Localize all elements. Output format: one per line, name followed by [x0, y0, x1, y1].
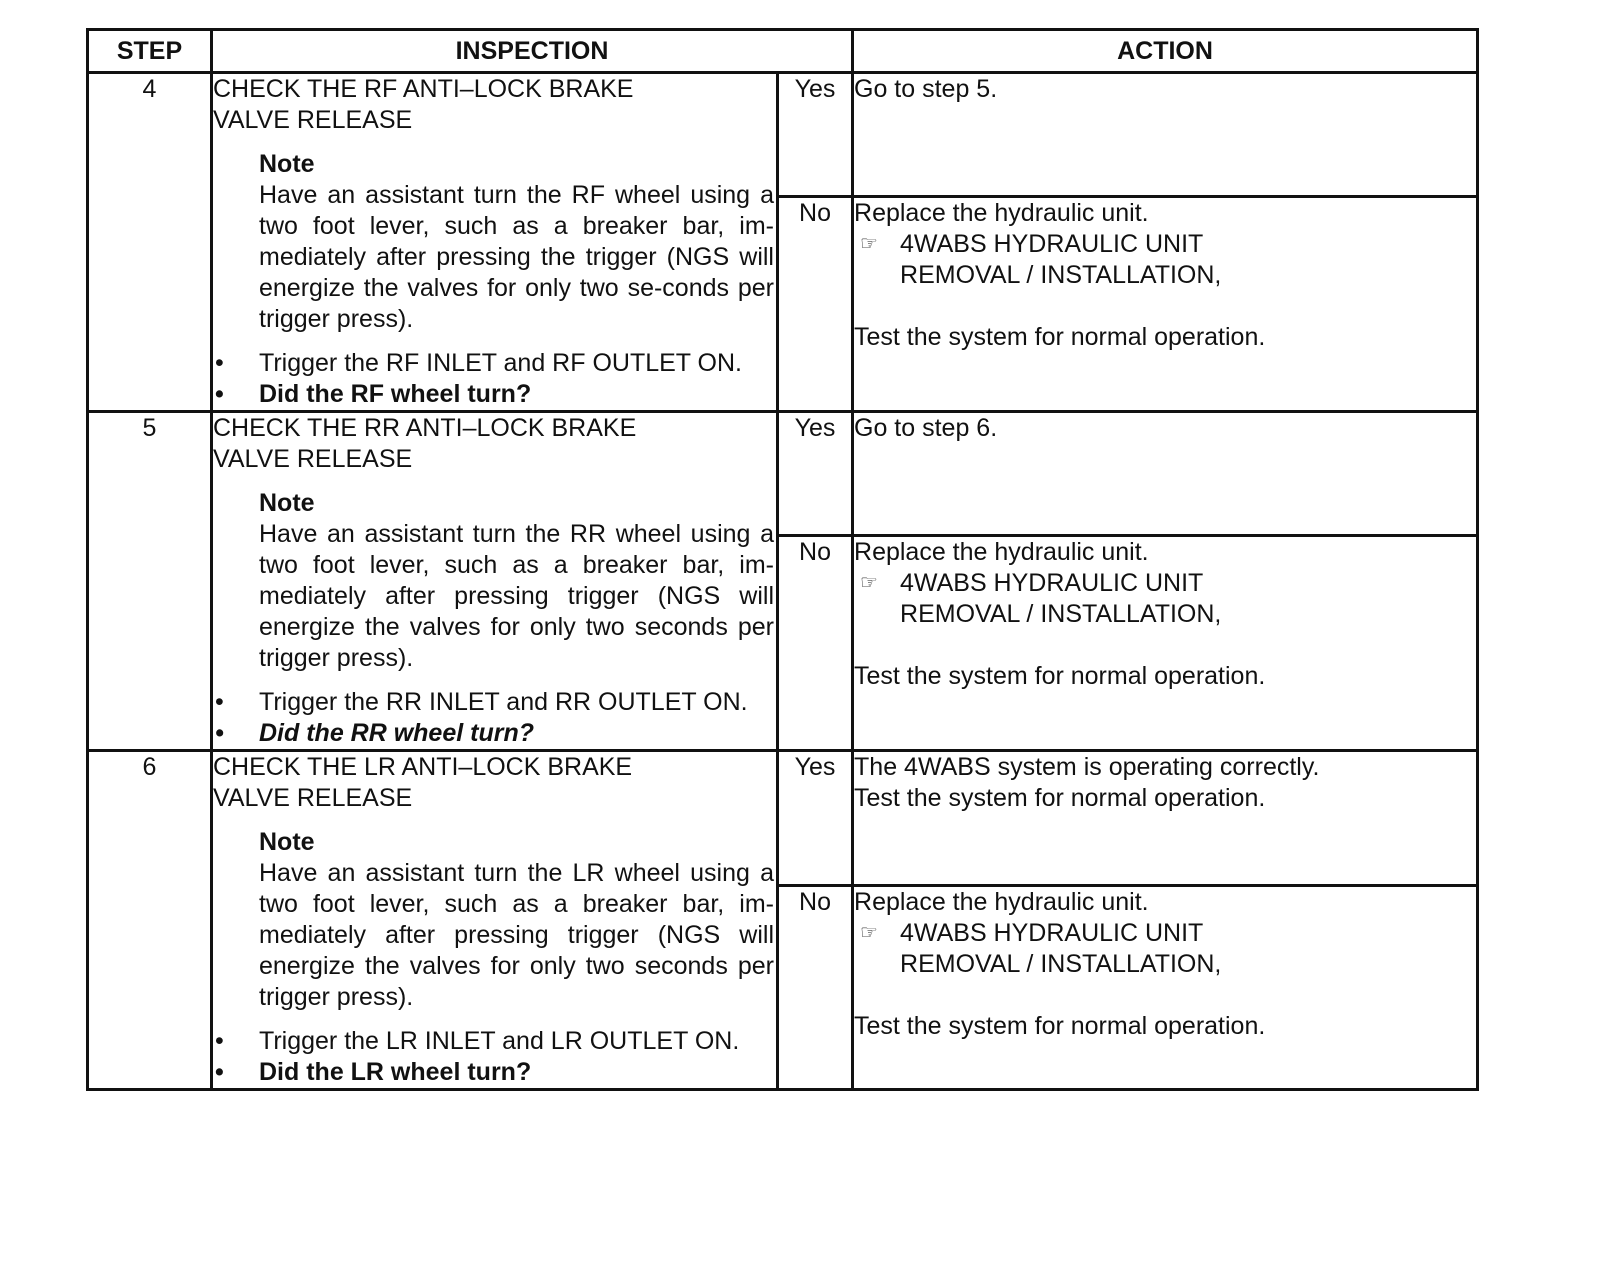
no-action — [853, 886, 1478, 1090]
pointing-hand-icon: ☞ — [860, 233, 878, 255]
header-row — [88, 30, 1478, 73]
no-action — [853, 197, 1478, 412]
bullet-dot-icon: • — [215, 349, 224, 377]
note-block — [259, 827, 776, 1013]
bullet-question — [213, 379, 776, 410]
reference-text: 4WABS HYDRAULIC UNIT REMOVAL / INSTALLATION, — [900, 569, 1222, 628]
step-5-yes-row — [88, 412, 1478, 536]
step-4-yes-row — [88, 73, 1478, 197]
pointing-hand-icon: ☞ — [860, 572, 878, 594]
bullet-item — [213, 1026, 776, 1057]
no-label: No — [778, 536, 853, 751]
step-5-inspection — [212, 412, 778, 751]
bullet-dot-icon: • — [215, 380, 224, 408]
bullet-question — [213, 1057, 776, 1088]
yes-action-text: The 4WABS system is operating correctly. — [854, 753, 1320, 781]
step-number: 4 — [88, 73, 212, 412]
note-text: Have an assistant turn the RF wheel using a two foot lever, such as a breaker bar, im-mediately after pressing the trigger (NGS will energize the valves for only two se-conds per trigger press). — [259, 181, 774, 333]
yes-action-text: Go to step 5. — [854, 75, 998, 103]
step-6-yes-row — [88, 751, 1478, 886]
reference-link[interactable] — [854, 229, 1476, 291]
yes-action-test-text: Test the system for normal operation. — [854, 784, 1266, 812]
yes-action-text: Go to step 6. — [854, 414, 998, 442]
diagnostic-table — [86, 28, 1479, 1091]
note-label: Note — [259, 150, 315, 178]
step-number: 5 — [88, 412, 212, 751]
bullet-text: Trigger the LR INLET and LR OUTLET ON. — [259, 1027, 740, 1055]
bullet-dot-icon: • — [215, 1058, 224, 1086]
no-label: No — [778, 197, 853, 412]
reference-link[interactable] — [854, 918, 1476, 980]
inspection-title: CHECK THE LR ANTI–LOCK BRAKE VALVE RELEASE — [213, 753, 633, 812]
note-text: Have an assistant turn the LR wheel using a two foot lever, such as a breaker bar, im-mediately after pressing trigger (NGS will energize the valves for only two seconds per trigger press). — [259, 859, 774, 1011]
bullet-dot-icon: • — [215, 688, 224, 716]
note-block — [259, 488, 776, 674]
no-action-text: Replace the hydraulic unit. — [854, 888, 1149, 916]
yes-action — [853, 751, 1478, 886]
reference-link[interactable] — [854, 568, 1476, 630]
yes-label: Yes — [778, 412, 853, 536]
reference-text: 4WABS HYDRAULIC UNIT REMOVAL / INSTALLATION, — [900, 230, 1222, 289]
test-text: Test the system for normal operation. — [854, 1012, 1266, 1040]
inspection-bullets — [213, 1026, 776, 1088]
bullet-item — [213, 348, 776, 379]
step-6-inspection — [212, 751, 778, 1090]
no-action — [853, 536, 1478, 751]
note-block — [259, 149, 776, 335]
no-action-text: Replace the hydraulic unit. — [854, 199, 1149, 227]
no-label: No — [778, 886, 853, 1090]
yes-label: Yes — [778, 751, 853, 886]
bullet-dot-icon: • — [215, 719, 224, 747]
bullet-question-text: Did the RF wheel turn? — [259, 380, 532, 408]
bullet-question-text: Did the RR wheel turn? — [259, 719, 534, 747]
inspection-bullets — [213, 687, 776, 749]
test-text: Test the system for normal operation. — [854, 662, 1266, 690]
inspection-title: CHECK THE RR ANTI–LOCK BRAKE VALVE RELEASE — [213, 414, 637, 473]
note-text: Have an assistant turn the RR wheel using a two foot lever, such as a breaker bar, im-mediately after pressing trigger (NGS will energize the valves for only two seconds per trigger press). — [259, 520, 774, 672]
pointing-hand-icon: ☞ — [860, 922, 878, 944]
bullet-question — [213, 718, 776, 749]
inspection-bullets — [213, 348, 776, 410]
step-header: STEP — [88, 30, 212, 73]
note-label: Note — [259, 489, 315, 517]
no-action-text: Replace the hydraulic unit. — [854, 538, 1149, 566]
bullet-text: Trigger the RF INLET and RF OUTLET ON. — [259, 349, 743, 377]
bullet-question-text: Did the LR wheel turn? — [259, 1058, 532, 1086]
action-header: ACTION — [853, 30, 1478, 73]
bullet-text: Trigger the RR INLET and RR OUTLET ON. — [259, 688, 748, 716]
yes-action — [853, 73, 1478, 197]
inspection-header: INSPECTION — [212, 30, 853, 73]
step-number: 6 — [88, 751, 212, 1090]
note-label: Note — [259, 828, 315, 856]
test-text: Test the system for normal operation. — [854, 323, 1266, 351]
step-4-inspection — [212, 73, 778, 412]
yes-label: Yes — [778, 73, 853, 197]
yes-action — [853, 412, 1478, 536]
reference-text: 4WABS HYDRAULIC UNIT REMOVAL / INSTALLATION, — [900, 919, 1222, 978]
bullet-item — [213, 687, 776, 718]
inspection-title: CHECK THE RF ANTI–LOCK BRAKE VALVE RELEASE — [213, 75, 634, 134]
bullet-dot-icon: • — [215, 1027, 224, 1055]
